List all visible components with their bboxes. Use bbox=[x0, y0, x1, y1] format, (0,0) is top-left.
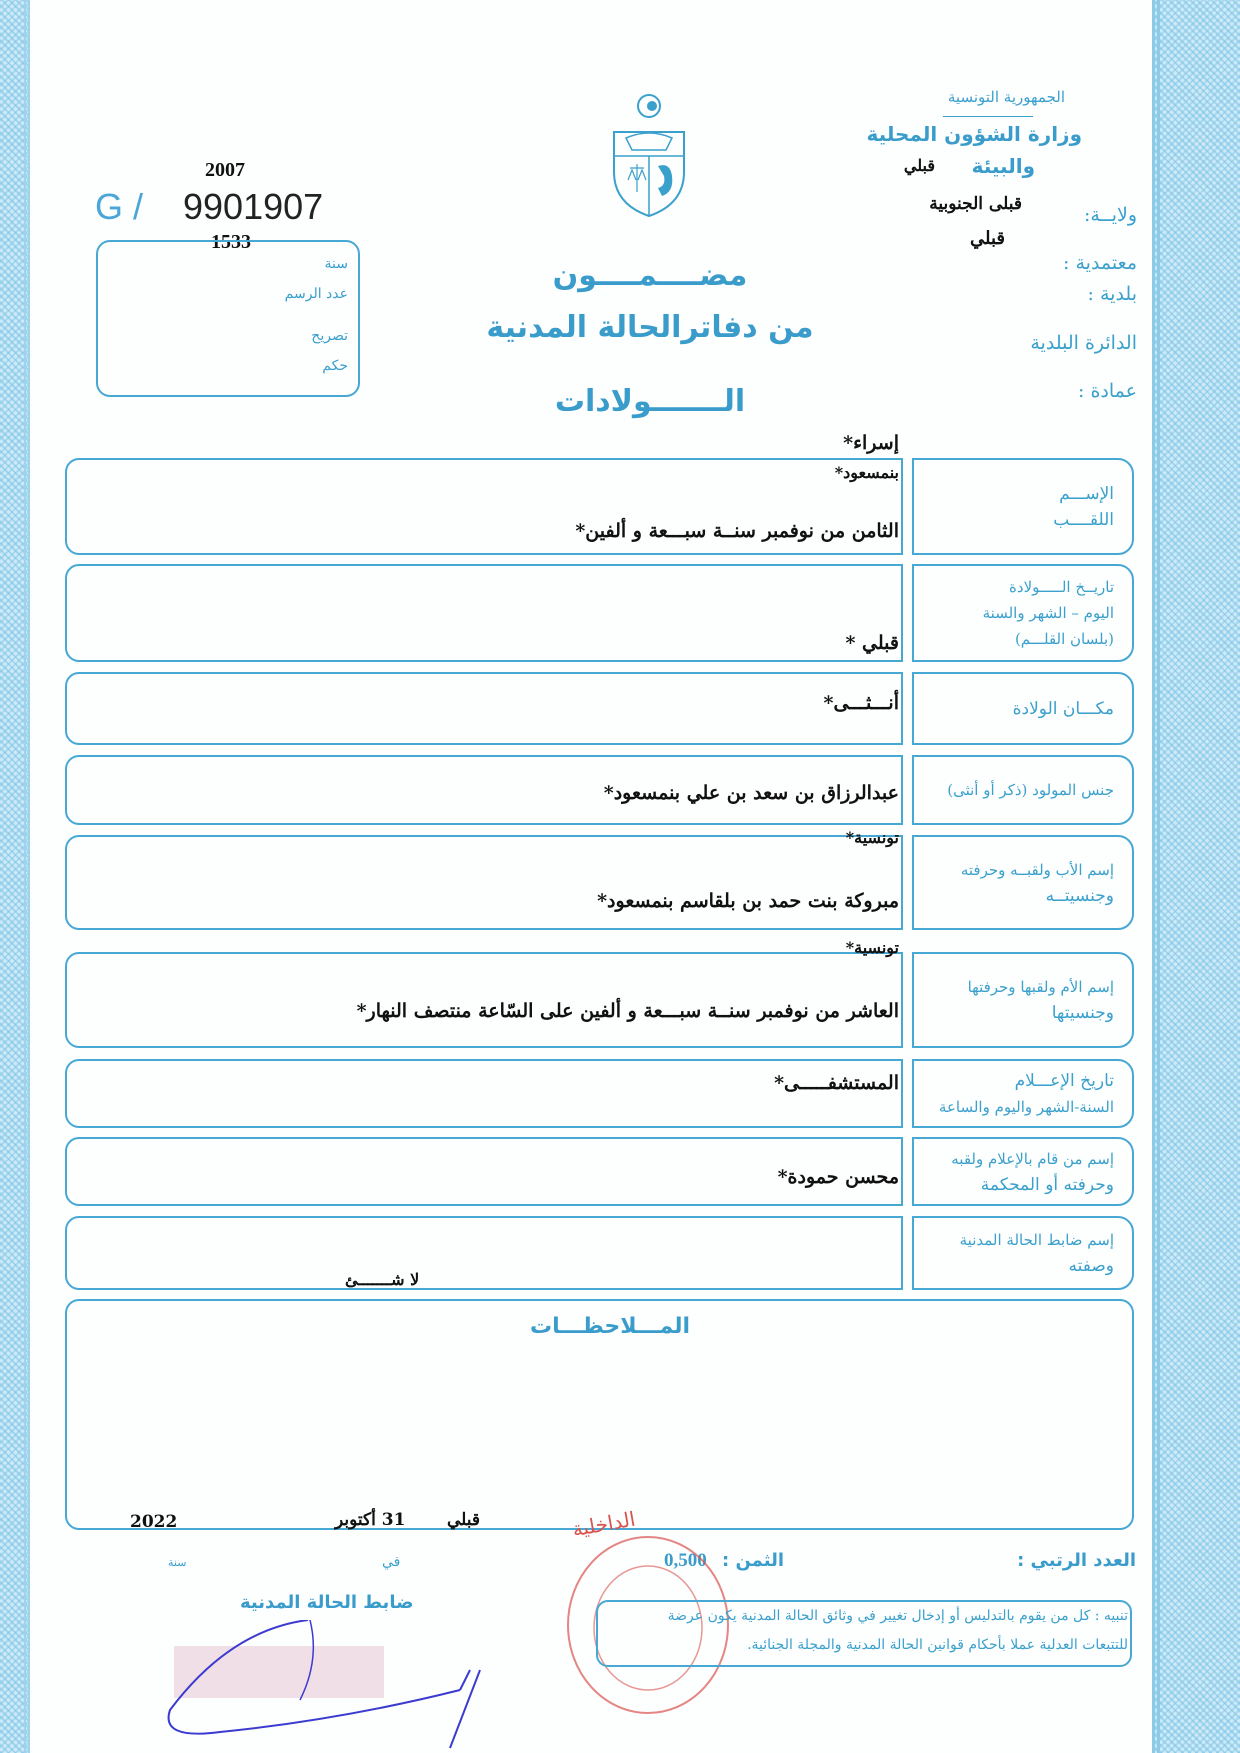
ref-judgment-label: حكم bbox=[322, 358, 348, 374]
municipality-label: بلدية : bbox=[1087, 283, 1137, 305]
row-label: تاريخ الإعـــلام bbox=[1014, 1070, 1114, 1091]
ref-year-label: سنة bbox=[324, 256, 348, 272]
row-label: إسم الأم ولقبها وحرفتها bbox=[967, 978, 1114, 996]
serial-order-label: العدد الرتبي : bbox=[1017, 1550, 1136, 1571]
row-label: إسم من قام بالإعلام ولقبه bbox=[951, 1149, 1114, 1168]
sex-value: أنـــثـــى* bbox=[823, 692, 899, 714]
row-mother-label-box bbox=[912, 952, 1134, 1048]
birth-date-value: الثامن من نوفمبر سنــة سبـــعة و ألفين* bbox=[575, 520, 899, 542]
price-value: 0,500 bbox=[664, 1550, 707, 1571]
stamp-text: الداخلية bbox=[570, 1506, 638, 1542]
declaration-date-value: العاشر من نوفمبر سنــة سبـــعة و ألفين على السّاعة منتصف النهار* bbox=[356, 1000, 899, 1022]
row-declaration-date-label-box bbox=[912, 1059, 1134, 1128]
birth-place-value: قبلي * bbox=[845, 632, 899, 654]
row-label: إسم الأب ولقبــه وحرفته bbox=[960, 860, 1114, 879]
municipality-value: قبلي bbox=[970, 228, 1005, 249]
footer-year-label: سنة bbox=[168, 1556, 187, 1569]
row-label: وحرفته أو المحكمة bbox=[980, 1174, 1114, 1195]
governorate-value: قبلي bbox=[903, 156, 935, 175]
row-label: اليوم – الشهر والسنة bbox=[982, 604, 1114, 622]
row-birth-date-value-box bbox=[65, 564, 903, 662]
father-nationality-value: تونسية* bbox=[845, 828, 899, 847]
row-sex-label-box bbox=[912, 755, 1134, 825]
row-label: وصفته bbox=[1068, 1256, 1114, 1276]
omda-label: عمادة : bbox=[1078, 380, 1137, 402]
row-civil-officer-value-box bbox=[65, 1216, 903, 1290]
district-label: الدائرة البلدية bbox=[1030, 332, 1137, 354]
guilloche-border-left bbox=[0, 0, 30, 1753]
row-label: وجنسيتــه bbox=[1045, 885, 1114, 906]
row-label: إسم ضابط الحالة المدنية bbox=[959, 1231, 1114, 1249]
row-label: تاريــخ الـــــولادة bbox=[1009, 578, 1114, 596]
mother-value: مبروكة بنت حمد بن بلقاسم بنمسعود* bbox=[597, 890, 899, 912]
row-label: السنة-الشهر واليوم والساعة bbox=[938, 1097, 1114, 1116]
notice-line1: تنبيه : كل من يقوم بالتدليس أو إدخال تغيير في وثائق الحالة المدنية يكون عرضة bbox=[667, 1608, 1128, 1624]
surname-value: بنمسعود* bbox=[834, 463, 899, 482]
remarks-title: المـــلاحظـــات bbox=[529, 1314, 691, 1339]
declarant-place-value: المستشفـــــى* bbox=[774, 1072, 899, 1094]
row-declarant-label-box bbox=[912, 1137, 1134, 1206]
notice-line2: للتتبعات العدلية عملا بأحكام قوانين الحالة المدنية والمجلة الجنائية. bbox=[747, 1637, 1128, 1653]
republic-label: الجمهورية التونسية bbox=[947, 88, 1065, 106]
row-name-surname-label-box bbox=[912, 458, 1134, 555]
declarant-value: محسن حمودة* bbox=[777, 1166, 899, 1188]
row-label: جنس المولود (ذكر أو أنثى) bbox=[947, 781, 1114, 799]
row-label: اللقــــب bbox=[1053, 509, 1114, 530]
title-births: الـــــــولادات bbox=[554, 384, 746, 419]
row-label: مكـــان الولادة bbox=[1012, 698, 1114, 719]
row-label: الإســـم bbox=[1059, 483, 1114, 504]
serial-prefix: G / bbox=[95, 186, 144, 227]
tunisia-coat-of-arms-icon bbox=[606, 92, 692, 220]
row-birth-date-label-box bbox=[912, 564, 1134, 662]
title-from-registers: من دفاترالحالة المدنية bbox=[486, 310, 814, 345]
row-father-label-box bbox=[912, 835, 1134, 930]
governorate-label: ولايــة: bbox=[1083, 204, 1137, 226]
ministry-line1: وزارة الشؤون المحلية bbox=[866, 122, 1082, 146]
issue-day-month: 31 أكتوبر bbox=[335, 1510, 406, 1530]
issue-place: قبلي bbox=[447, 1510, 481, 1530]
price-label: الثمن : bbox=[722, 1550, 785, 1571]
act-number: 1533 bbox=[211, 231, 251, 253]
footer-in-label: في bbox=[382, 1554, 401, 1570]
row-label: (بلسان القلـــم) bbox=[1014, 630, 1114, 648]
reference-box bbox=[96, 240, 360, 397]
remarks-value: لا شـــــــئ bbox=[345, 1270, 420, 1289]
guilloche-border-right bbox=[1152, 0, 1240, 1753]
delegation-value: قبلى الجنوبية bbox=[929, 194, 1022, 214]
signature-icon bbox=[160, 1620, 500, 1750]
serial-number: 9901907 bbox=[183, 186, 324, 227]
first-name-value: إسراء* bbox=[843, 432, 899, 454]
row-label: وجنسيتها bbox=[1051, 1003, 1114, 1023]
row-civil-officer-label-box bbox=[912, 1216, 1134, 1290]
issue-year: 2022 bbox=[130, 1512, 178, 1532]
mother-nationality-value: تونسية* bbox=[845, 938, 899, 957]
delegation-label: معتمدية : bbox=[1063, 252, 1137, 274]
officer-label: ضابط الحالة المدنية bbox=[240, 1592, 414, 1613]
father-value: عبدالرزاق بن سعد بن علي بنمسعود* bbox=[603, 782, 899, 804]
register-year: 2007 bbox=[205, 159, 245, 181]
title-extract: مضــــمــــون bbox=[552, 258, 748, 293]
row-birth-place-value-box bbox=[65, 672, 903, 745]
ministry-line2: والبيئة bbox=[971, 154, 1035, 178]
row-father-value-box bbox=[65, 835, 903, 930]
header-divider bbox=[943, 116, 1033, 117]
ref-declaration-label: تصريح bbox=[311, 328, 348, 344]
ref-act-label: عدد الرسم bbox=[284, 286, 348, 302]
row-birth-place-label-box bbox=[912, 672, 1134, 745]
